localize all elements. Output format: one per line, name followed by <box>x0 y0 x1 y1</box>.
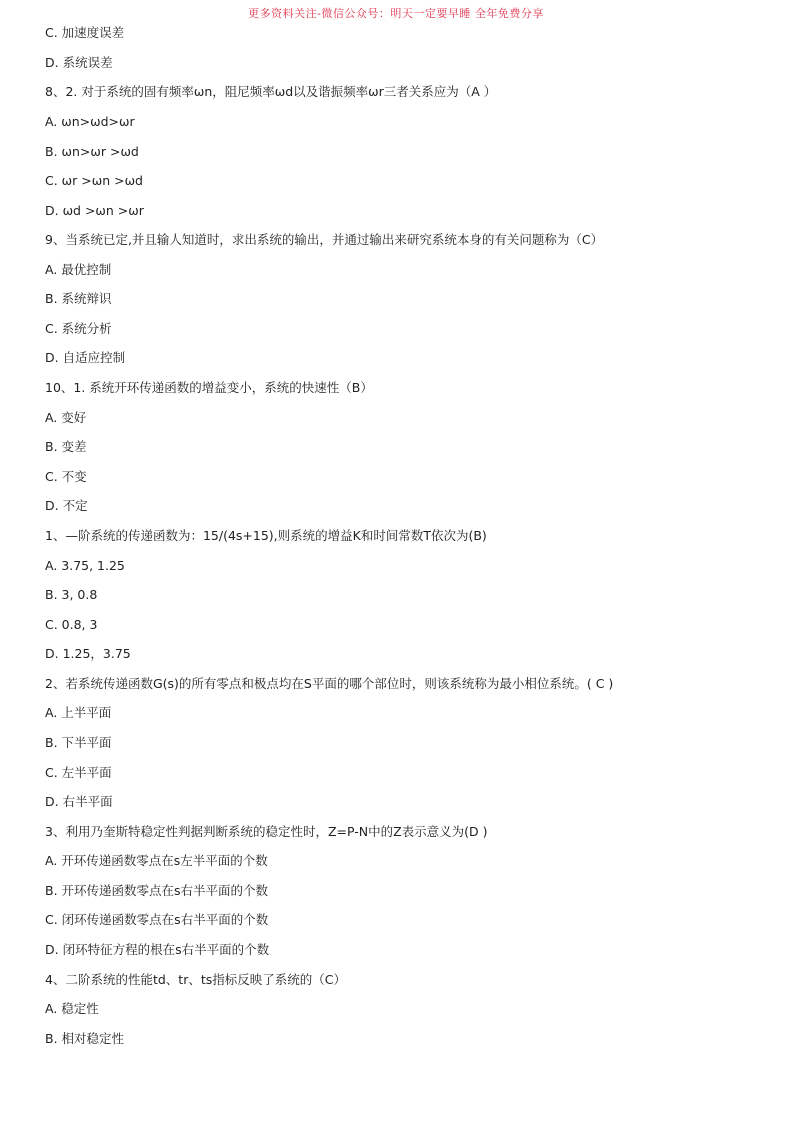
option-line: A. 开环传递函数零点在s左半平面的个数 <box>45 853 268 868</box>
option-line: A. 变好 <box>45 410 87 425</box>
option-line: D. 系统误差 <box>45 55 113 70</box>
option-line: C. 加速度误差 <box>45 25 125 40</box>
option-line: C. 不变 <box>45 469 87 484</box>
option-line: B. 相对稳定性 <box>45 1031 125 1046</box>
option-line: D. ωd >ωn >ωr <box>45 203 144 218</box>
option-line: A. 稳定性 <box>45 1001 99 1016</box>
option-line: C. ωr >ωn >ωd <box>45 173 143 188</box>
question-line: 2、若系统传递函数G(s)的所有零点和极点均在S平面的哪个部位时，则该系统称为最小相位系统。( C ) <box>45 676 614 691</box>
option-line: D. 自适应控制 <box>45 350 126 365</box>
option-line: D. 右半平面 <box>45 794 113 809</box>
option-line: B. 下半平面 <box>45 735 112 750</box>
option-line: B. 变差 <box>45 439 87 454</box>
option-line: B. ωn>ωr >ωd <box>45 144 139 159</box>
option-line: A. ωn>ωd>ωr <box>45 114 135 129</box>
question-line: 10、1. 系统开环传递函数的增益变小，系统的快速性（B） <box>45 380 373 395</box>
watermark-header: 更多资料关注-微信公众号：明天一定要早睡 全年免费分享 <box>248 7 544 20</box>
option-line: A. 3.75, 1.25 <box>45 558 125 573</box>
option-line: C. 闭环传递函数零点在s右半平面的个数 <box>45 912 269 927</box>
question-line: 1、—阶系统的传递函数为：15/(4s+15),则系统的增益K和时间常数T依次为(B) <box>45 528 487 543</box>
question-line: 4、二阶系统的性能td、tr、ts指标反映了系统的（C） <box>45 972 346 987</box>
option-line: C. 左半平面 <box>45 765 112 780</box>
question-line: 9、当系统已定,并且输人知道时，求出系统的输出，并通过输出来研究系统本身的有关问题称为（C） <box>45 232 604 247</box>
option-line: C. 0.8, 3 <box>45 617 98 632</box>
option-line: B. 系统辩识 <box>45 291 112 306</box>
option-line: D. 1.25，3.75 <box>45 646 131 661</box>
question-line: 3、利用乃奎斯特稳定性判据判断系统的稳定性时，Z=P-N中的Z表示意义为(D ) <box>45 824 488 839</box>
option-line: A. 最优控制 <box>45 262 112 277</box>
option-line: D. 不定 <box>45 498 88 513</box>
option-line: B. 开环传递函数零点在s右半平面的个数 <box>45 883 269 898</box>
option-line: B. 3, 0.8 <box>45 587 98 602</box>
option-line: C. 系统分析 <box>45 321 112 336</box>
option-line: D. 闭环特征方程的根在s右半平面的个数 <box>45 942 270 957</box>
option-line: A. 上半平面 <box>45 705 112 720</box>
question-line: 8、2. 对于系统的固有频率ωn，阻尼频率ωd以及谐振频率ωr三者关系应为（A ） <box>45 84 497 99</box>
